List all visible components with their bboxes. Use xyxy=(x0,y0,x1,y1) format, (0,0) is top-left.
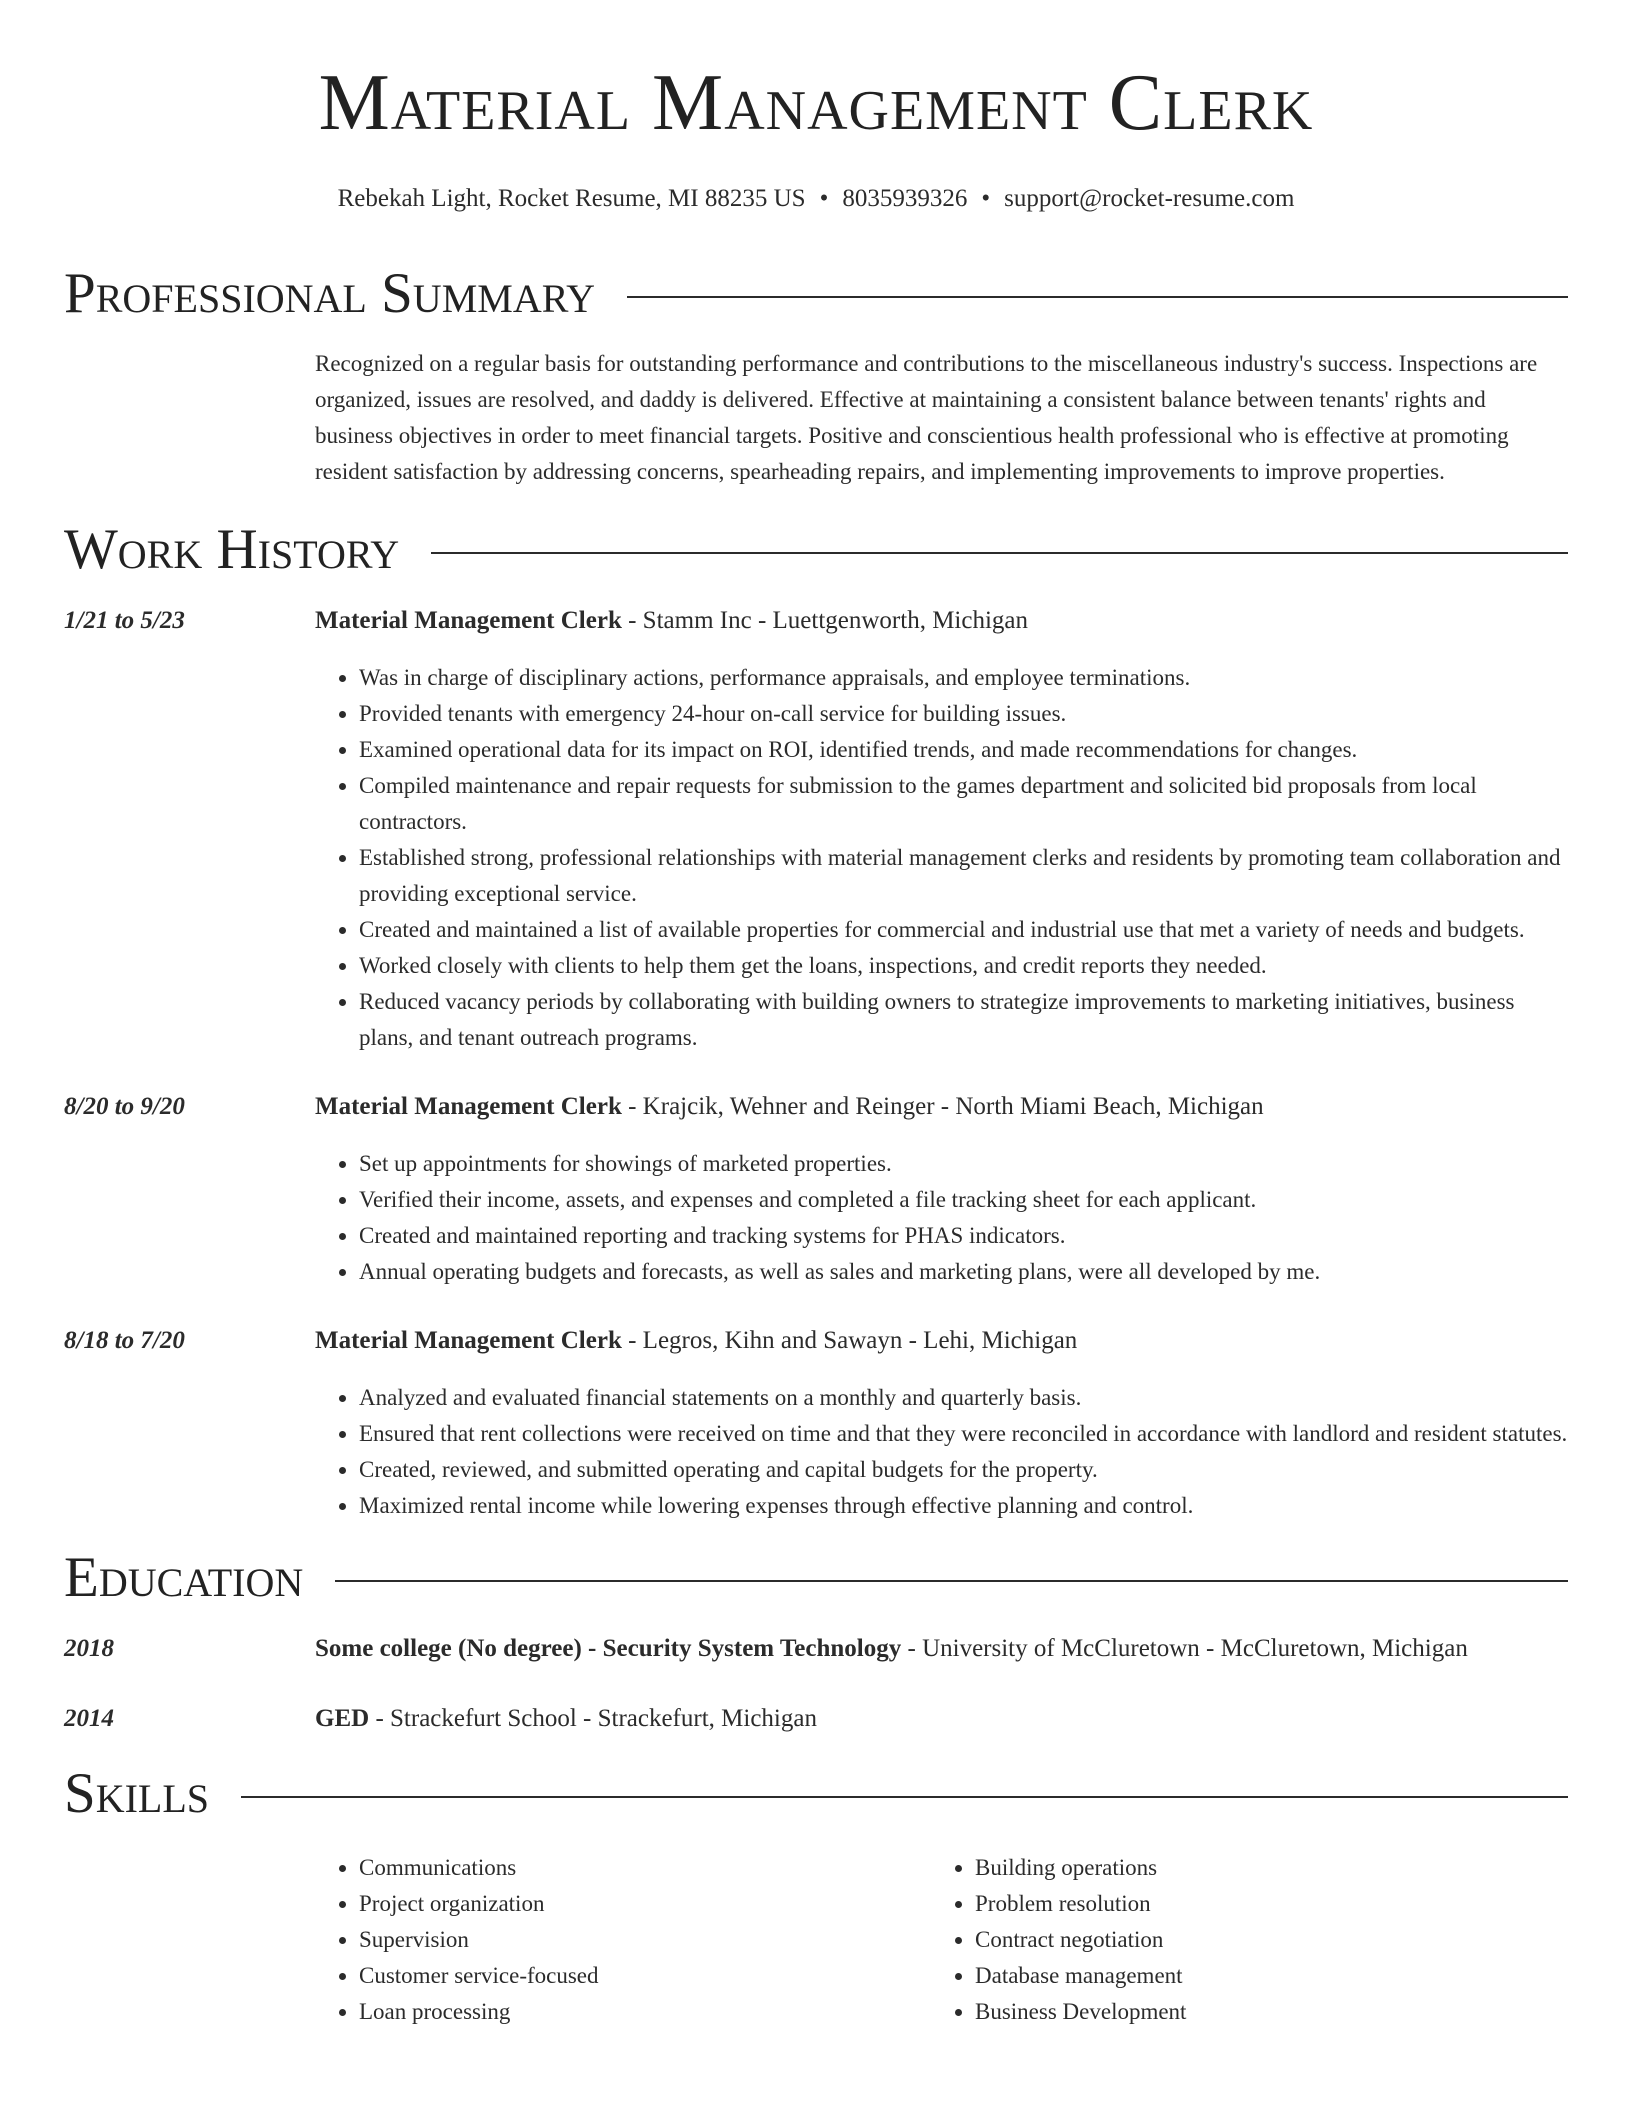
education-year: 2018 xyxy=(64,1635,114,1662)
job-title-line xyxy=(315,1326,1568,1356)
job-bullet: • Analyzed and evaluated financial statements on a monthly and quarterly basis. xyxy=(359,1380,1568,1416)
resume-title: Material Management Clerk xyxy=(318,59,1314,147)
summary-text: Recognized on a regular basis for outstanding performance and contributions to the miscellaneous industry's success. Inspections are organized, issues are resolved, and daddy is delivered. Effective at maintaining a consistent balance between tenants' rights and business objectives in order to meet financial targets. Positive and conscientious health professional who is effective at promoting resident satisfaction by addressing concerns, spearheading repairs, and implementing improvements to improve properties. xyxy=(315,351,1538,484)
job-employer: - Krajcik, Wehner and Reinger - North Miami Beach, Michigan xyxy=(621,1093,1264,1120)
job-dates: 1/21 to 5/23 xyxy=(64,607,185,634)
work-section-header xyxy=(64,518,1568,582)
resume-page xyxy=(64,0,1568,2030)
summary-section-header xyxy=(64,262,1568,326)
job-bullet: • Maximized rental income while lowering expenses through effective planning and control. xyxy=(359,1488,1568,1524)
job-bullet: • Was in charge of disciplinary actions, performance appraisals, and employee terminations. xyxy=(359,660,1568,696)
job-bullet: • Set up appointments for showings of marketed properties. xyxy=(359,1146,1568,1182)
section-divider xyxy=(431,552,1568,554)
job-title: Material Management Clerk xyxy=(315,607,622,634)
job-bullet: • Worked closely with clients to help them get the loans, inspections, and credit reports they needed. xyxy=(359,948,1568,984)
education-heading: Education xyxy=(64,1546,304,1609)
education-year: 2014 xyxy=(64,1705,114,1732)
contact-address: Rebekah Light, Rocket Resume, MI 88235 US xyxy=(337,185,806,212)
job-bullet: • Verified their income, assets, and expenses and completed a file tracking sheet for each applicant. xyxy=(359,1182,1568,1218)
job-title: Material Management Clerk xyxy=(315,1093,622,1120)
skill-item: • Customer service-focused xyxy=(359,1958,931,1994)
skill-item: • Business Development xyxy=(975,1994,1547,2030)
job-entry xyxy=(64,1092,1568,1290)
job-bullet: • Annual operating budgets and forecasts, as well as sales and marketing plans, were all developed by me. xyxy=(359,1254,1568,1290)
contact-email: support@rocket-resume.com xyxy=(1004,185,1295,212)
job-dates: 8/18 to 7/20 xyxy=(64,1327,185,1354)
skill-item: • Problem resolution xyxy=(975,1886,1547,1922)
skill-item: • Project organization xyxy=(359,1886,931,1922)
contact-separator: • xyxy=(819,185,829,212)
skill-item: • Loan processing xyxy=(359,1994,931,2030)
job-bullet: • Compiled maintenance and repair requests for submission to the games department and solicited bid proposals from local contractors. xyxy=(359,768,1568,840)
contact-phone: 8035939326 xyxy=(842,185,968,212)
summary-heading: Professional Summary xyxy=(64,262,596,325)
education-degree: GED xyxy=(315,1705,370,1732)
skills-section-header xyxy=(64,1762,1568,1826)
job-bullet: • Ensured that rent collections were received on time and that they were reconciled in accordance with landlord and resident statutes. xyxy=(359,1416,1568,1452)
skills-list xyxy=(315,1850,1568,2030)
education-entry xyxy=(64,1634,1568,1664)
contact-separator: • xyxy=(981,185,991,212)
job-bullet: • Established strong, professional relationships with material management clerks and residents by promoting team collaboration and providing exceptional service. xyxy=(359,840,1568,912)
section-divider xyxy=(627,296,1568,298)
skills-column-left xyxy=(315,1850,931,2030)
job-bullets xyxy=(315,1146,1568,1290)
skill-item: • Communications xyxy=(359,1850,931,1886)
job-title-line xyxy=(315,606,1568,636)
education-section-header xyxy=(64,1546,1568,1610)
job-bullet: • Examined operational data for its impact on ROI, identified trends, and made recommendations for changes. xyxy=(359,732,1568,768)
job-bullet: • Created and maintained reporting and tracking systems for PHAS indicators. xyxy=(359,1218,1568,1254)
work-heading: Work History xyxy=(64,518,400,581)
skill-item: • Supervision xyxy=(359,1922,931,1958)
skill-item: • Database management xyxy=(975,1958,1547,1994)
skill-item: • Contract negotiation xyxy=(975,1922,1547,1958)
job-title: Material Management Clerk xyxy=(315,1327,622,1354)
job-bullet: • Created, reviewed, and submitted operating and capital budgets for the property. xyxy=(359,1452,1568,1488)
job-bullet: • Created and maintained a list of available properties for commercial and industrial use that met a variety of needs and budgets. xyxy=(359,912,1568,948)
job-bullet: • Provided tenants with emergency 24-hour on-call service for building issues. xyxy=(359,696,1568,732)
job-entry xyxy=(64,1326,1568,1524)
job-bullets xyxy=(315,1380,1568,1524)
job-bullets xyxy=(315,660,1568,1056)
skills-heading: Skills xyxy=(64,1762,210,1825)
job-title-line xyxy=(315,1092,1568,1122)
contact-line xyxy=(64,184,1568,214)
job-dates: 8/20 to 9/20 xyxy=(64,1093,185,1120)
skill-item: • Building operations xyxy=(975,1850,1547,1886)
job-employer: - Stamm Inc - Luettgenworth, Michigan xyxy=(621,607,1029,634)
job-bullet: • Reduced vacancy periods by collaborating with building owners to strategize improvements to marketing initiatives, business plans, and tenant outreach programs. xyxy=(359,984,1568,1056)
section-divider xyxy=(335,1580,1568,1582)
job-employer: - Legros, Kihn and Sawayn - Lehi, Michigan xyxy=(621,1327,1078,1354)
education-entry xyxy=(64,1704,1568,1734)
section-divider xyxy=(241,1796,1568,1798)
job-entry xyxy=(64,606,1568,1056)
education-school: - University of McCluretown - McCluretown, Michigan xyxy=(901,1635,1468,1662)
education-school: - Strackefurt School - Strackefurt, Michigan xyxy=(369,1705,817,1732)
skills-column-right xyxy=(931,1850,1547,2030)
education-degree: Some college (No degree) - Security System Technology xyxy=(315,1635,902,1662)
